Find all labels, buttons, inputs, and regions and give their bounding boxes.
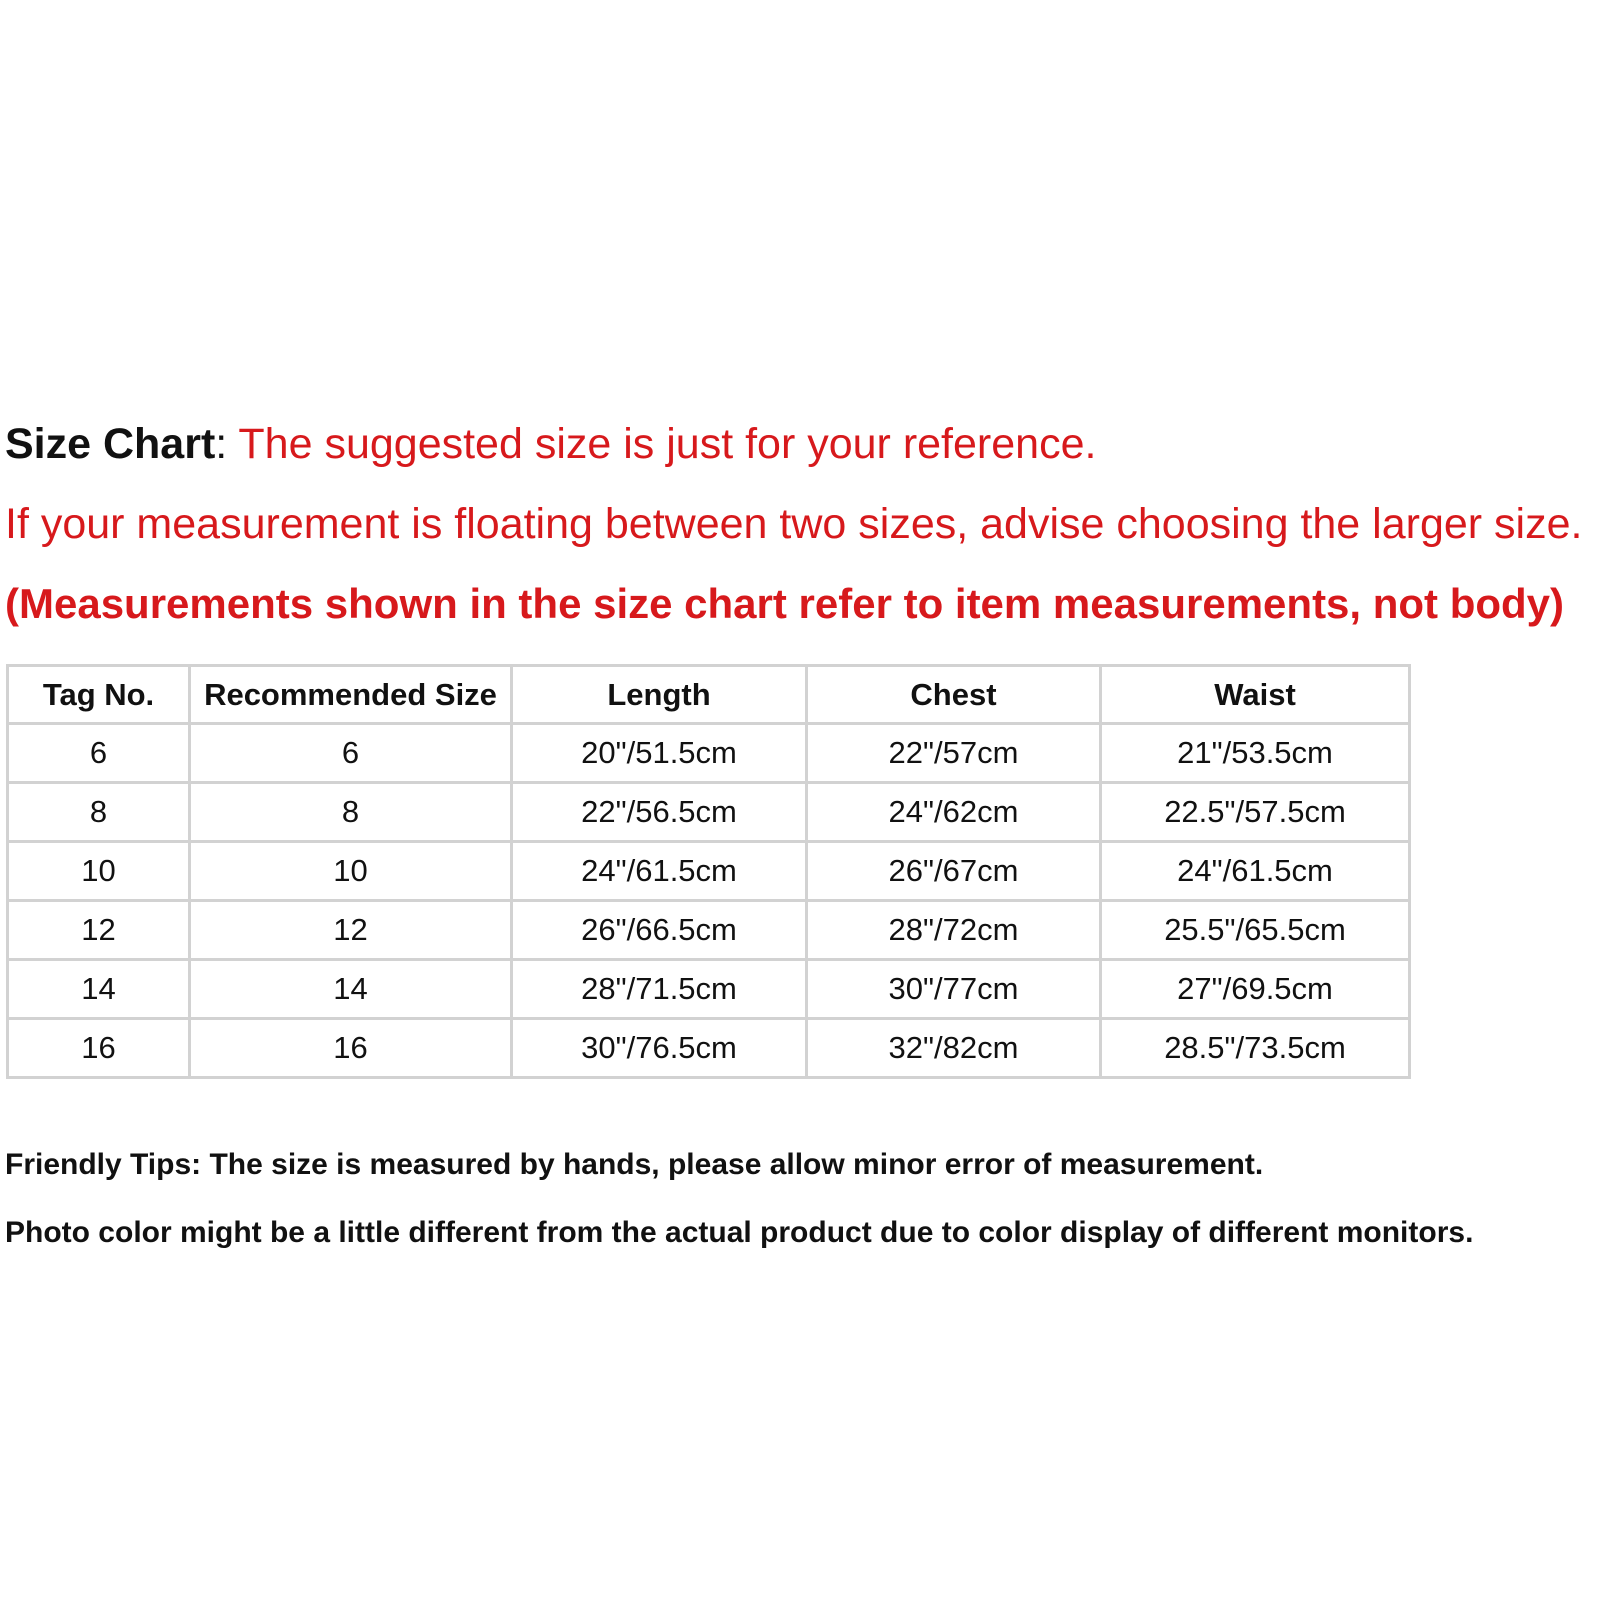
table-cell-waist: 27"/69.5cm — [1101, 960, 1410, 1019]
table-cell-length: 26"/66.5cm — [512, 901, 807, 960]
column-header-waist: Waist — [1101, 666, 1410, 724]
size-reference-note: The suggested size is just for your reference. — [227, 420, 1097, 468]
column-header-length: Length — [512, 666, 807, 724]
table-cell-chest: 24"/62cm — [807, 783, 1101, 842]
table-cell-tag-no: 12 — [8, 901, 190, 960]
table-cell-recommended-size: 6 — [190, 724, 512, 783]
table-row — [8, 783, 1410, 842]
column-header-tag-no: Tag No. — [8, 666, 190, 724]
table-cell-length: 22"/56.5cm — [512, 783, 807, 842]
size-table — [6, 664, 1411, 1079]
table-cell-chest: 30"/77cm — [807, 960, 1101, 1019]
table-cell-chest: 28"/72cm — [807, 901, 1101, 960]
table-cell-tag-no: 14 — [8, 960, 190, 1019]
table-cell-recommended-size: 16 — [190, 1019, 512, 1078]
table-cell-length: 30"/76.5cm — [512, 1019, 807, 1078]
table-cell-recommended-size: 8 — [190, 783, 512, 842]
table-cell-tag-no: 8 — [8, 783, 190, 842]
friendly-tips-note: Friendly Tips: The size is measured by hands, please allow minor error of measurement. — [5, 1148, 1264, 1181]
table-cell-chest: 32"/82cm — [807, 1019, 1101, 1078]
column-header-recommended-size: Recommended Size — [190, 666, 512, 724]
table-row — [8, 842, 1410, 901]
table-cell-recommended-size: 14 — [190, 960, 512, 1019]
photo-color-note: Photo color might be a little different from the actual product due to color display of different monitors. — [5, 1216, 1474, 1249]
column-header-chest: Chest — [807, 666, 1101, 724]
size-chart-label: Size Chart — [5, 420, 216, 468]
table-cell-chest: 26"/67cm — [807, 842, 1101, 901]
table-cell-length: 20"/51.5cm — [512, 724, 807, 783]
table-cell-waist: 24"/61.5cm — [1101, 842, 1410, 901]
table-cell-tag-no: 16 — [8, 1019, 190, 1078]
table-cell-waist: 22.5"/57.5cm — [1101, 783, 1410, 842]
table-header-row — [8, 666, 1410, 724]
table-row — [8, 960, 1410, 1019]
table-cell-waist: 21"/53.5cm — [1101, 724, 1410, 783]
table-cell-waist: 25.5"/65.5cm — [1101, 901, 1410, 960]
measurement-disclaimer: (Measurements shown in the size chart refer to item measurements, not body) — [5, 580, 1565, 627]
table-cell-waist: 28.5"/73.5cm — [1101, 1019, 1410, 1078]
table-cell-recommended-size: 12 — [190, 901, 512, 960]
table-cell-recommended-size: 10 — [190, 842, 512, 901]
table-cell-tag-no: 10 — [8, 842, 190, 901]
size-chart-colon: : — [215, 420, 228, 468]
table-cell-tag-no: 6 — [8, 724, 190, 783]
table-row — [8, 901, 1410, 960]
table-row — [8, 1019, 1410, 1078]
table-row — [8, 724, 1410, 783]
size-chart-heading — [5, 418, 1096, 470]
table-cell-chest: 22"/57cm — [807, 724, 1101, 783]
table-cell-length: 28"/71.5cm — [512, 960, 807, 1019]
table-cell-length: 24"/61.5cm — [512, 842, 807, 901]
size-advice-note: If your measurement is floating between two sizes, advise choosing the larger size. — [5, 500, 1583, 548]
